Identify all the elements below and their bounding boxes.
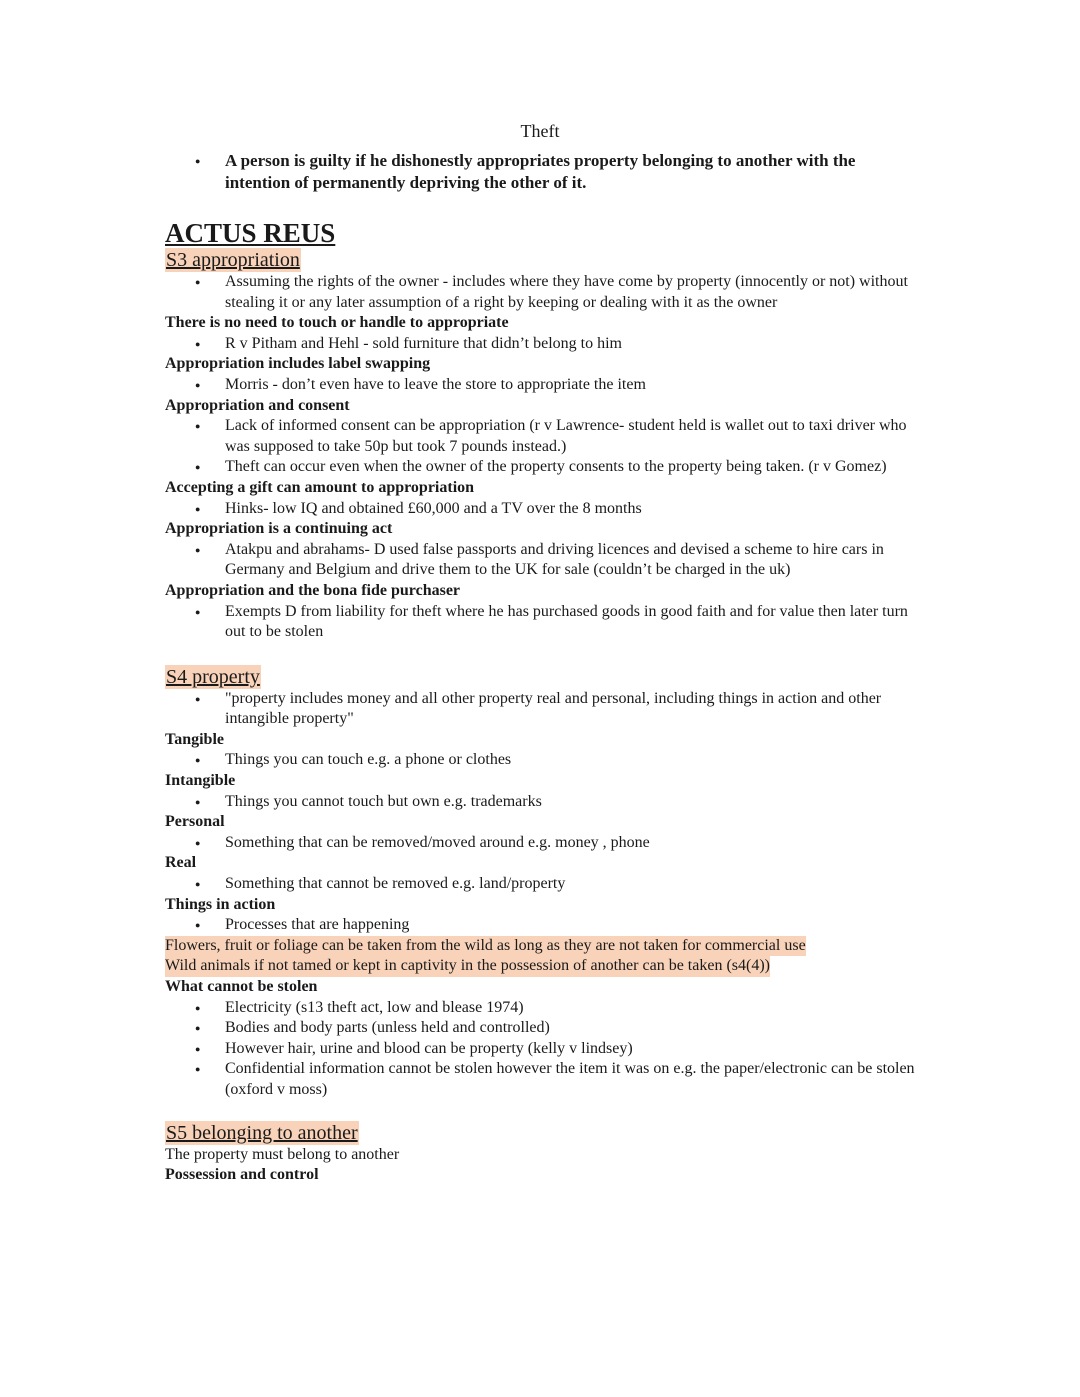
subheading-personal: Personal xyxy=(165,813,225,831)
list-item: ● Things you cannot touch but own e.g. trademarks xyxy=(225,792,915,813)
list-item: ● Electricity (s13 theft act, low and blease 1974) xyxy=(225,998,915,1019)
list-item: ● Things you can touch e.g. a phone or clothes xyxy=(225,750,915,771)
s5-heading: S5 belonging to another xyxy=(166,1121,358,1144)
subheading-things-in-action: Things in action xyxy=(165,895,276,913)
list-item: ● Exempts D from liability for theft where he has purchased goods in good faith and for value then later turn out to be stolen xyxy=(225,602,915,643)
subheading-cannot-be-stolen: What cannot be stolen xyxy=(165,978,318,995)
list-item: ● Something that can be removed/moved around e.g. money , phone xyxy=(225,833,915,854)
actus-reus-heading: ACTUS REUS xyxy=(165,218,336,248)
list-item: ● R v Pitham and Hehl - sold furniture that didn’t belong to him xyxy=(225,334,915,355)
subheading-continuing: Appropriation is a continuing act xyxy=(165,520,393,538)
subheading-bona-fide: Appropriation and the bona fide purchaser xyxy=(165,581,461,599)
list-item: ● "property includes money and all other property real and personal, including things in action and other intangible property" xyxy=(225,689,915,730)
highlighted-note-flowers: Flowers, fruit or foliage can be taken from the wild as long as they are not taken for commercial use xyxy=(165,936,806,957)
document-content xyxy=(165,118,915,1186)
list-item: ● Processes that are happening xyxy=(225,915,915,936)
list-item: ● Morris - don’t even have to leave the store to appropriate the item xyxy=(225,375,915,396)
subheading-touch: There is no need to touch or handle to appropriate xyxy=(165,314,509,332)
highlighted-note-wild-animals: Wild animals if not tamed or kept in captivity in the possession of another can be taken (s4(4)) xyxy=(165,956,770,977)
subheading-real: Real xyxy=(165,854,197,872)
list-item: ● Atakpu and abrahams- D used false passports and driving licences and devised a scheme to hire cars in Germany and Belgium and drive them to the UK for sale (couldn’t be charged in the uk) xyxy=(225,540,915,581)
subheading-tangible: Tangible xyxy=(165,730,224,748)
subheading-consent: Appropriation and consent xyxy=(165,396,350,414)
list-item: ● Something that cannot be removed e.g. land/property xyxy=(225,874,915,895)
s5-line: The property must belong to another xyxy=(165,1145,400,1163)
subheading-label-swapping: Appropriation includes label swapping xyxy=(165,355,431,373)
page-title: Theft xyxy=(520,121,560,141)
list-item: ● Hinks- low IQ and obtained £60,000 and a TV over the 8 months xyxy=(225,499,915,520)
list-item: ● Bodies and body parts (unless held and controlled) xyxy=(225,1018,915,1039)
list-item: ● Theft can occur even when the owner of the property consents to the property being taken. (r v Gomez) xyxy=(225,457,915,478)
subheading-intangible: Intangible xyxy=(165,772,236,790)
subheading-possession: Possession and control xyxy=(165,1166,319,1184)
subheading-gift: Accepting a gift can amount to appropriation xyxy=(165,478,475,496)
list-item: ● Assuming the rights of the owner - includes where they have come by property (innocently or not) without stealing it or any later assumption of a right by keeping or dealing with it as the owner xyxy=(225,272,915,313)
s3-list-1 xyxy=(165,272,915,313)
intro-definition: ● A person is guilty if he dishonestly appropriates property belonging to another with the intention of permanently depriving the other of it. xyxy=(225,150,915,194)
s4-heading: S4 property xyxy=(166,665,260,688)
s3-heading: S3 appropriation xyxy=(166,249,300,271)
list-item: ● However hair, urine and blood can be property (kelly v lindsey) xyxy=(225,1039,915,1060)
list-item: ● Lack of informed consent can be appropriation (r v Lawrence- student held is wallet out to taxi driver who was supposed to take 50p but took 7 pounds instead.) xyxy=(225,416,915,457)
list-item: ● Confidential information cannot be stolen however the item it was on e.g. the paper/electronic can be stolen (oxford v moss) xyxy=(225,1059,915,1100)
